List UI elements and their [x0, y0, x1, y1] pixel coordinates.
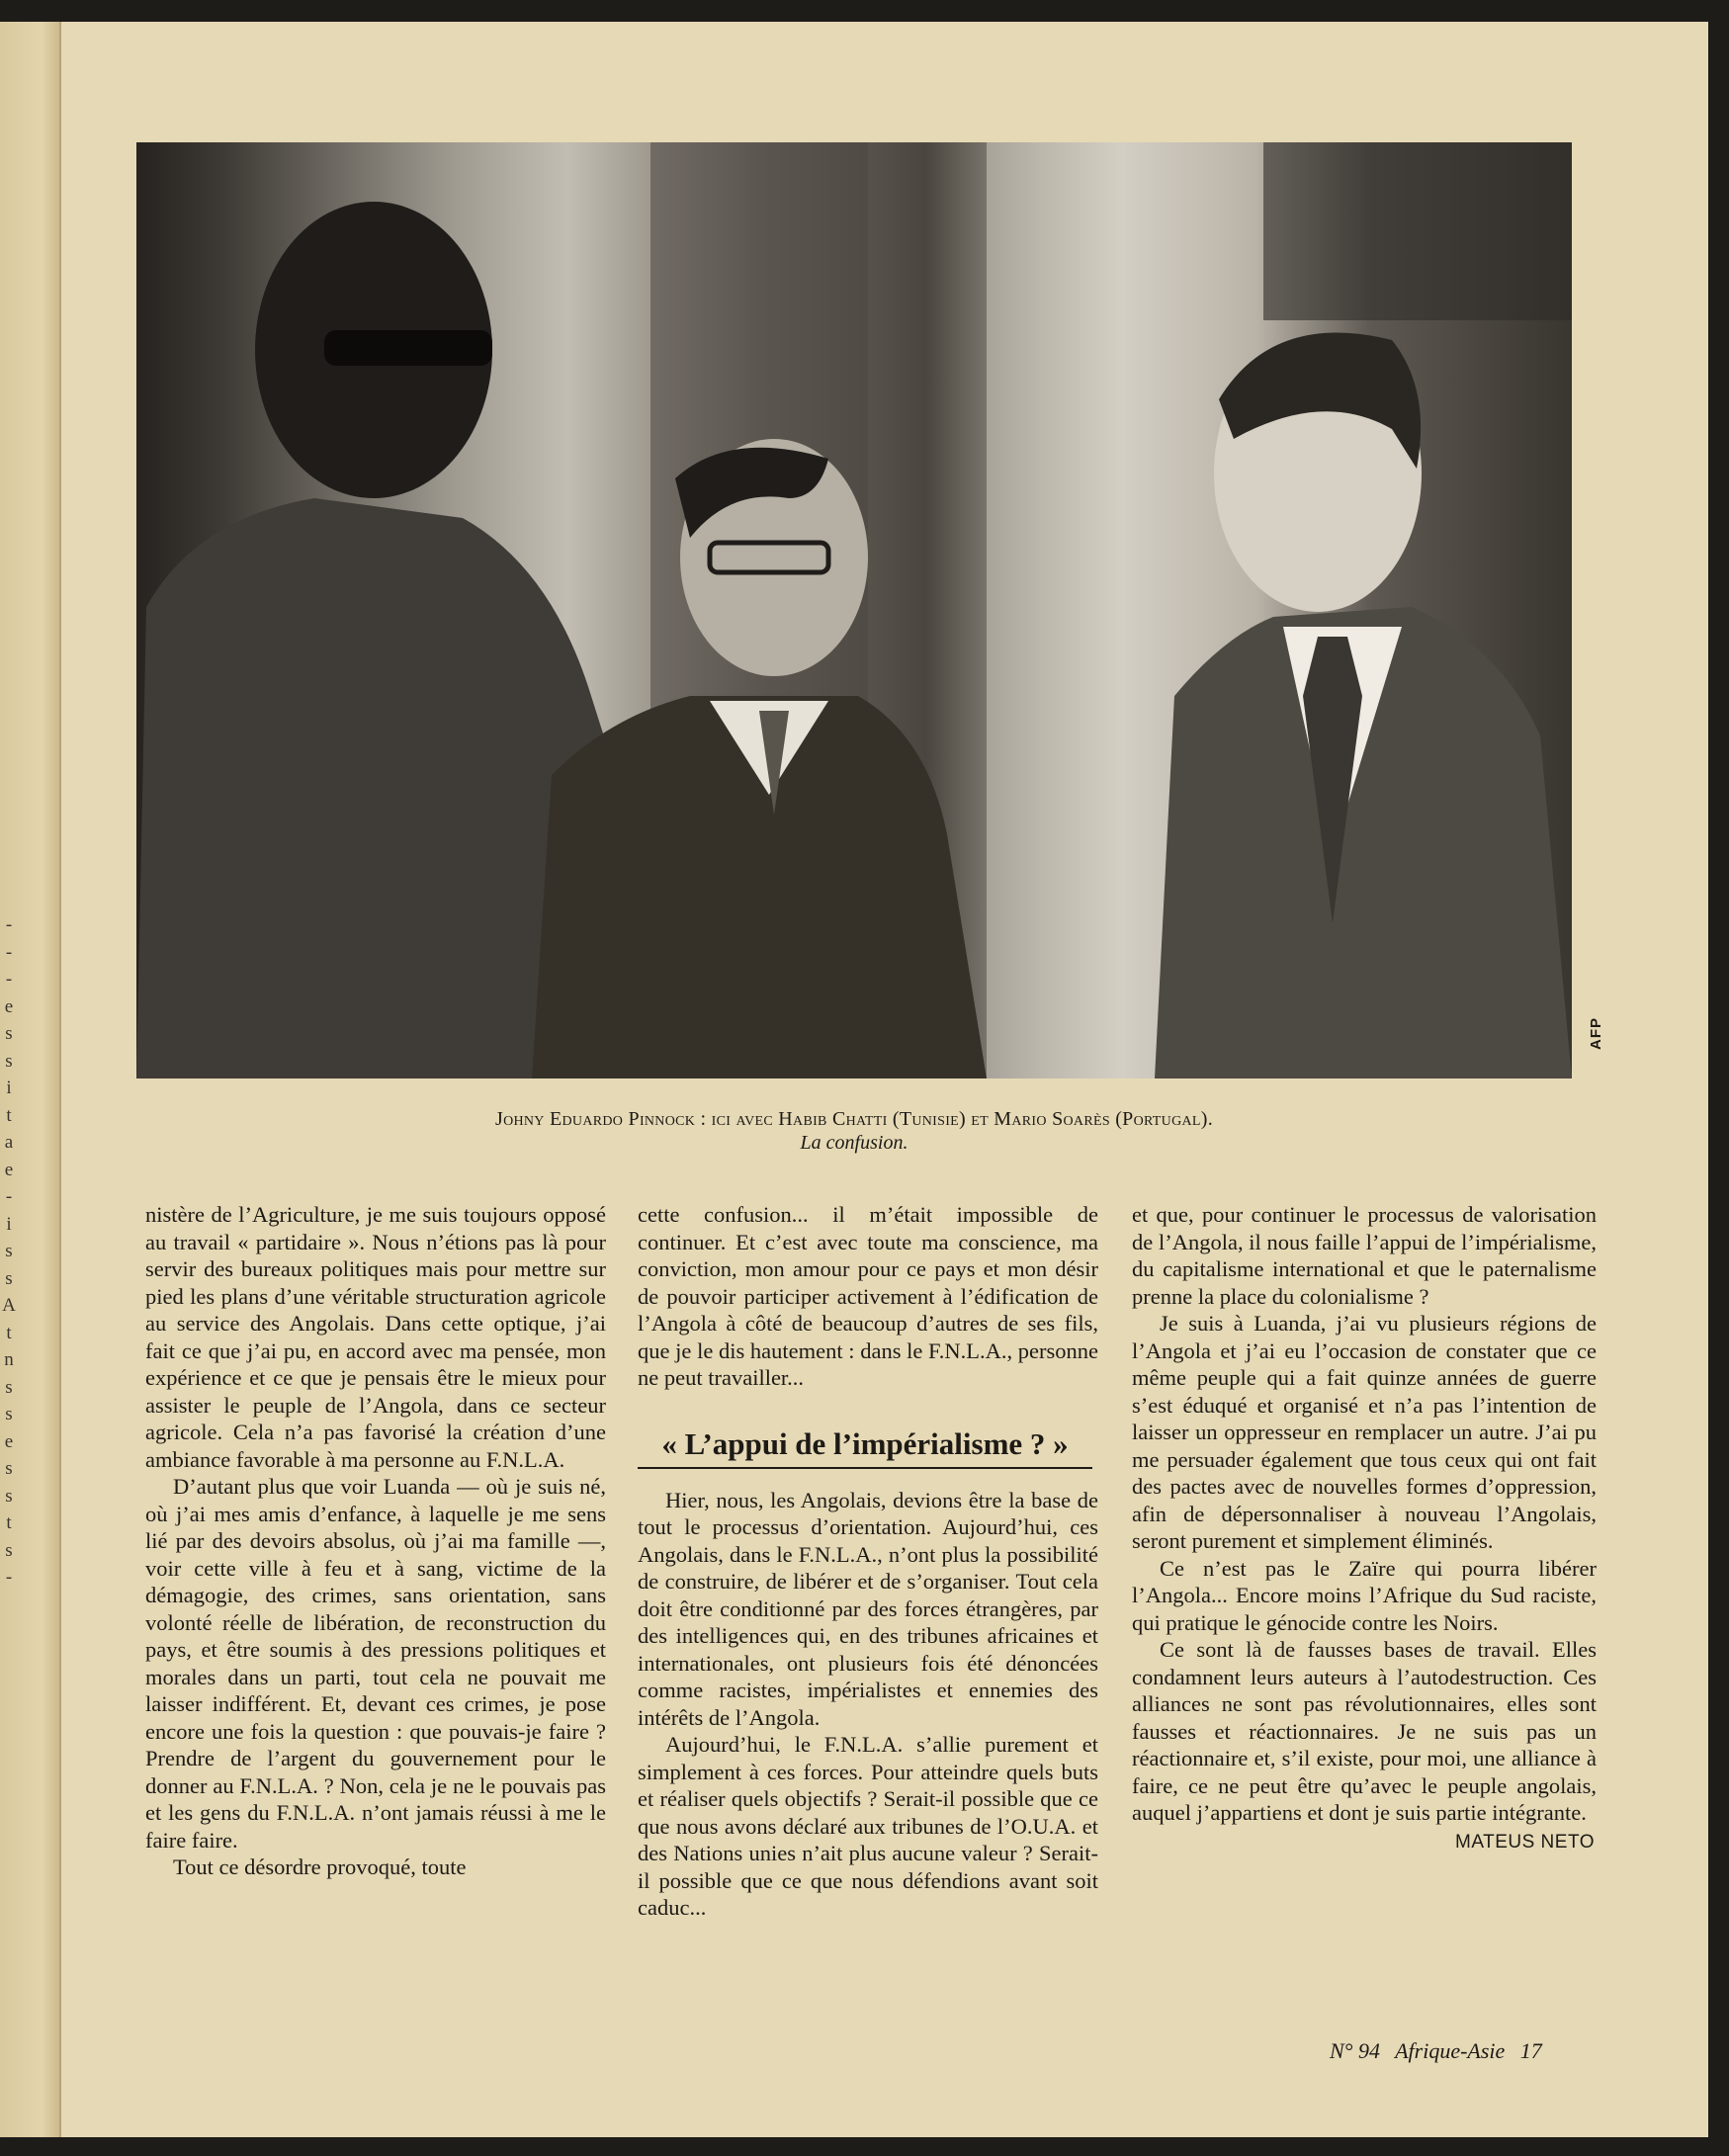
paragraph: Ce sont là de fausses bases de travail. Elles condamnent leurs auteurs à l’autodestruction. Ces alliances ne sont pas révolutionnaires, elles sont fausses et réactionnaires. Je ne suis pas un réactionnaire et, s’il existe, pour moi, une alliance à faire, ce ne peut être qu’avec le peuple angolais, auquel j’appartiens et dont je suis partie intégrante. — [1132, 1637, 1597, 1825]
edge-letter: n — [4, 1349, 14, 1370]
edge-letter: s — [5, 1458, 13, 1479]
edge-letter: t — [6, 1512, 12, 1533]
magazine-page — [0, 22, 1708, 2137]
issue-number: N° 94 — [1330, 2038, 1380, 2063]
photo-caption: Johny Eduardo Pinnock : ici avec Habib Chatti (Tunisie) et Mario Soarès (Portugal). — [494, 1108, 1214, 1130]
edge-letter: s — [5, 1539, 13, 1561]
edge-letter: e — [4, 995, 14, 1017]
paragraph: Ce n’est pas le Zaïre qui pourra libérer l’Angola... Encore moins l’Afrique du Sud raciste, qui pratique le génocide contre les Noirs. — [1132, 1555, 1597, 1635]
edge-letter: t — [6, 1322, 12, 1343]
edge-letter: - — [5, 914, 13, 935]
edge-letter: t — [6, 1104, 12, 1126]
adjacent-page-edge-letters — [2, 911, 16, 1592]
magazine-name: Afrique-Asie — [1395, 2038, 1506, 2063]
paragraph: Tout ce désordre provoqué, toute — [173, 1854, 467, 1879]
edge-letter: - — [5, 969, 13, 990]
edge-letter: s — [5, 1241, 13, 1261]
edge-letter: a — [4, 1132, 14, 1153]
article-column-3 — [1132, 1201, 1597, 1855]
edge-letter: s — [5, 1050, 13, 1072]
page-footer — [1330, 2038, 1552, 2064]
edge-letter: i — [6, 1078, 12, 1098]
paragraph: et que, pour continuer le processus de valorisation de l’Angola, il nous faille l’appui de l’impérialisme, du capitalisme international et que le paternalisme prenne la place du colonialisme ? — [1132, 1202, 1597, 1309]
edge-letter: e — [4, 1430, 14, 1452]
edge-letter: s — [5, 1485, 13, 1507]
photo-illustration — [136, 142, 1572, 1078]
article-column-2 — [638, 1201, 1098, 1922]
page-gutter — [0, 22, 61, 2137]
photo-caption-subtitle: La confusion. — [800, 1132, 908, 1154]
edge-letter: - — [5, 941, 13, 963]
edge-letter: A — [2, 1295, 16, 1316]
edge-letter: - — [5, 1567, 13, 1588]
news-photo — [136, 142, 1572, 1078]
edge-letter: i — [6, 1213, 12, 1235]
edge-letter: - — [5, 1186, 13, 1207]
paragraph: Aujourd’hui, le F.N.L.A. s’allie purement et simplement à ces forces. Pour atteindre quels buts et réaliser quels objectifs ? Serait-il possible que ce que nous avons déclaré aux tribunes de l’O.U.A. et des Nations unies n’ait plus aucune valeur ? Serait-il possible que ce que nous défendions avant soit caduc... — [638, 1732, 1098, 1920]
photo-credit: AFP — [1588, 1017, 1604, 1050]
paragraph: nistère de l’Agriculture, je me suis toujours opposé au travail « partidaire ». Nous n’étions pas là pour servir des bureaux politiques mais pour mettre sur pied les plans d’une véritable structuration agricole au service des Angolais. Dans cette optique, j’ai fait ce que j’ai pu, en accord avec ma pensée, mon expérience et ce que je pensais être le mieux pour assister le peuple de l’Angola, dans ce secteur agricole. Cela n’a pas favorisé la création d’une ambiance favorable à ma personne au F.N.L.A. — [145, 1202, 606, 1472]
article-column-1 — [145, 1201, 606, 1881]
section-heading: « L’appui de l’impérialisme ? » — [638, 1425, 1092, 1469]
paragraph: Je suis à Luanda, j’ai vu plusieurs régions de l’Angola et j’ai eu l’occasion de constater que ce même peuple qui a fait quinze années de guerre s’est éduqué et organisé et n’a pas l’intention de laisser un oppresseur en remplacer un autre. J’ai pu me persuader également que tous ceux qui ont fait des pactes avec de nouvelles formes d’oppression, afin de dépersonnaliser à nouveau l’Angolais, seront purement et simplement éliminés. — [1132, 1311, 1597, 1553]
edge-letter: e — [4, 1159, 14, 1180]
edge-letter: s — [5, 1023, 13, 1044]
edge-letter: s — [5, 1404, 13, 1424]
paragraph: cette confusion... il m’était impossible de continuer. Et c’est avec toute ma conscience, ma conviction, mon amour pour ce pays et mon désir de pouvoir participer activement à l’édification de l’Angola à côté de beaucoup d’autres de ses fils, que je le dis hautement : dans le F.N.L.A., personne ne peut travailler... — [638, 1202, 1098, 1390]
page-number: 17 — [1519, 2038, 1542, 2063]
author-signature: MATEUS NETO — [1455, 1831, 1595, 1853]
paragraph: Hier, nous, les Angolais, devions être la base de tout le processus d’orientation. Aujourd’hui, ces Angolais, dans le F.N.L.A., n’ont plus la possibilité de construire, de libérer et de s’organiser. Tout cela doit être conditionné par des forces étrangères, par des intelligences qui, en des tribunes africaines et internationales, ont plusieurs fois été dénoncées comme racistes, impérialistes et ennemies des intérêts de l’Angola. — [638, 1487, 1098, 1730]
paragraph: D’autant plus que voir Luanda — où je suis né, où j’ai mes amis d’enfance, à laquelle je me sens lié par des devoirs absolus, où j’ai ma famille —, voir cette ville à feu et à sang, victime de la démagogie, des crimes, sans orientation, sans volonté réelle de libération, de reconstruction du pays, et être soumis à des pressions politiques et morales dans un parti, tout cela ne pouvait me laisser indifférent. Et, devant ces crimes, je pose encore une fois la question : que pouvais-je faire ? Prendre de l’argent du gouvernement pour le donner au F.N.L.A. ? Non, cela je ne le pouvais pas et les gens du F.N.L.A. n’ont jamais réussi à me le faire faire. — [145, 1474, 606, 1853]
edge-letter: s — [5, 1267, 13, 1289]
edge-letter: s — [5, 1376, 13, 1398]
